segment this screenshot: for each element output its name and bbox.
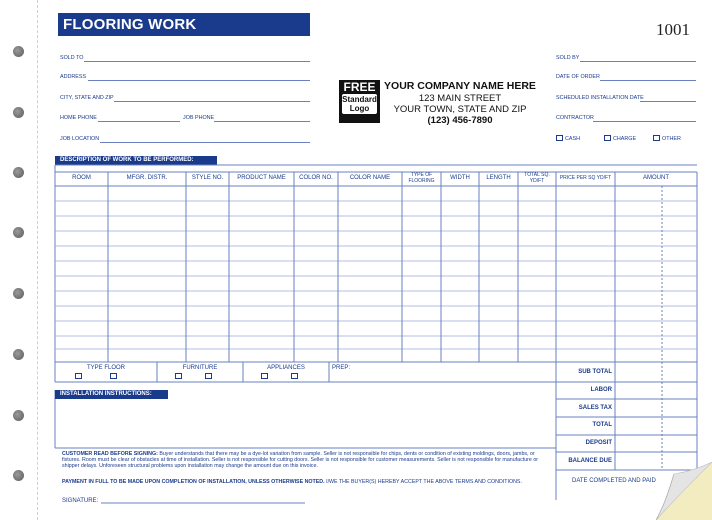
- customer-notice-lead: CUSTOMER READ BEFORE SIGNING:: [62, 451, 158, 457]
- date-completed-paid-label: DATE COMPLETED AND PAID: [572, 478, 656, 484]
- total-label: TOTAL: [592, 422, 612, 428]
- col-mfgr-distr: MFGR. DISTR.: [126, 175, 168, 181]
- invoice-number: 1001: [656, 20, 690, 39]
- col-style-no: STYLE NO.: [191, 175, 224, 181]
- col-color-name: COLOR NAME: [349, 175, 391, 181]
- job-phone-label: JOB PHONE: [183, 115, 215, 121]
- sub-total-label: SUB TOTAL: [578, 369, 612, 375]
- city-state-zip-label: CITY, STATE AND ZIP: [60, 95, 114, 101]
- job-location-label: JOB LOCATION: [60, 136, 100, 142]
- type-floor-label: TYPE FLOOR: [86, 365, 125, 371]
- col-total-sq: TOTAL SQ. YD/FT: [524, 172, 550, 184]
- logo-logo-word: Logo: [349, 104, 370, 113]
- other-label: OTHER: [662, 136, 681, 142]
- labor-label: LABOR: [590, 387, 612, 393]
- balance-due-label: BALANCE DUE: [568, 458, 612, 464]
- furniture-label: FURNITURE: [182, 365, 218, 371]
- payment-notice-lead: PAYMENT IN FULL TO BE MADE UPON COMPLETION OF INSTALLATION, UNLESS OTHERWISE NOTED.: [62, 479, 325, 485]
- prep-label: PREP:: [332, 365, 351, 371]
- sold-by-label: SOLD BY: [556, 55, 580, 61]
- sales-tax-label: SALES TAX: [578, 405, 612, 411]
- furniture-checkbox-2[interactable]: [205, 373, 212, 379]
- furniture-checkbox-1[interactable]: [175, 373, 182, 379]
- company-street: 123 MAIN STREET: [418, 93, 502, 104]
- description-section-title: DESCRIPTION OF WORK TO BE PERFORMED:: [55, 156, 217, 165]
- date-of-order-label: DATE OF ORDER: [556, 74, 600, 80]
- type-floor-checkbox-1[interactable]: [75, 373, 82, 379]
- scheduled-installation-date-label: SCHEDULED INSTALLATION DATE: [556, 95, 644, 101]
- logo-free-text: FREE: [343, 80, 376, 94]
- col-color-no: COLOR NO.: [299, 175, 333, 181]
- home-phone-label: HOME PHONE: [60, 115, 97, 121]
- deposit-label: DEPOSIT: [585, 440, 612, 446]
- appliances-label: APPLIANCES: [267, 365, 305, 371]
- sold-to-label: SOLD TO: [60, 55, 84, 61]
- signature-label: SIGNATURE:: [62, 498, 99, 504]
- appliances-checkbox-1[interactable]: [261, 373, 268, 379]
- customer-notice: [62, 451, 548, 470]
- payment-notice: [62, 479, 552, 485]
- installation-section-title: INSTALLATION INSTRUCTIONS:: [55, 390, 168, 399]
- logo-standard-word: Standard: [342, 95, 377, 104]
- col-length: LENGTH: [486, 175, 511, 181]
- page-curl: [656, 462, 712, 520]
- charge-label: CHARGE: [613, 136, 637, 142]
- type-floor-checkbox-2[interactable]: [110, 373, 117, 379]
- company-name: YOUR COMPANY NAME HERE: [384, 80, 536, 92]
- customer-notice-body: Buyer understands that there may be a dye-lot variation from sample. Seller is not responsible for chips, dents or condition of existing moldings, doors, jambs, or fixtures. Room must be clear of obstacles at time of installation. Seller is not responsible for cutting doors. Seller is not responsible for customer measurements. Seller is not responsible for manufacture or shipper delays. Unforeseen structural problems upon installation may change the amount due on this invoice.: [62, 451, 539, 470]
- appliances-checkbox-2[interactable]: [291, 373, 298, 379]
- company-phone: (123) 456-7890: [427, 115, 493, 126]
- address-label: ADDRESS: [60, 74, 87, 80]
- company-city: YOUR TOWN, STATE AND ZIP: [393, 104, 527, 115]
- form-title: FLOORING WORK ORDER/INVOICE: [58, 13, 310, 36]
- col-amount: AMOUNT: [643, 175, 669, 181]
- col-price-per-sq: PRICE PER SQ YD/FT: [559, 175, 612, 181]
- payment-notice-body: I/WE THE BUYER(S) HEREBY ACCEPT THE ABOVE TERMS AND CONDITIONS.: [326, 479, 522, 485]
- col-type-of-flooring: TYPE OF FLOORING: [408, 172, 435, 184]
- col-product-name: PRODUCT NAME: [237, 175, 286, 181]
- col-room: ROOM: [72, 175, 91, 181]
- cash-label: CASH: [565, 136, 580, 142]
- col-width: WIDTH: [450, 175, 470, 181]
- contractor-label: CONTRACTOR: [556, 115, 594, 121]
